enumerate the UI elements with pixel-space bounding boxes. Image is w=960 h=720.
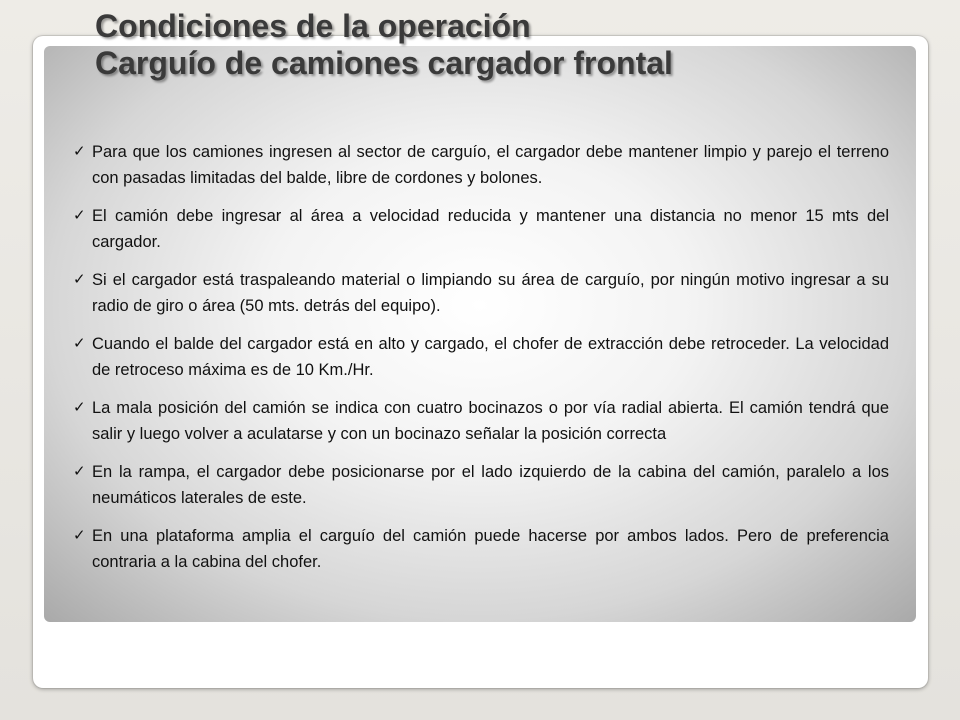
check-icon: ✓: [73, 527, 86, 544]
check-icon: ✓: [73, 207, 86, 224]
bullet-item: [73, 267, 889, 319]
bullet-text: En la rampa, el cargador debe posicionarse por el lado izquierdo de la cabina del camión, paralelo a los neumáticos laterales de este.: [92, 463, 889, 507]
bullet-list: [73, 139, 889, 587]
bullet-item: [73, 523, 889, 575]
bullet-text: Cuando el balde del cargador está en alto y cargado, el chofer de extracción debe retroceder. La velocidad de retroceso máxima es de 10 Km./Hr.: [92, 335, 889, 379]
bullet-item: [73, 331, 889, 383]
bullet-text: Para que los camiones ingresen al sector de carguío, el cargador debe mantener limpio y parejo el terreno con pasadas limitadas del balde, libre de cordones y bolones.: [92, 143, 889, 187]
check-icon: ✓: [73, 143, 86, 160]
check-icon: ✓: [73, 399, 86, 416]
bullet-text: La mala posición del camión se indica con cuatro bocinazos o por vía radial abierta. El camión tendrá que salir y luego volver a aculatarse y con un bocinazo señalar la posición correcta: [92, 399, 889, 443]
bullet-item: [73, 139, 889, 191]
bullet-item: [73, 395, 889, 447]
bullet-text: En una plataforma amplia el carguío del camión puede hacerse por ambos lados. Pero de preferencia contraria a la cabina del chofer.: [92, 527, 889, 571]
check-icon: ✓: [73, 463, 86, 480]
bullet-item: [73, 459, 889, 511]
bullet-text: El camión debe ingresar al área a velocidad reducida y mantener una distancia no menor 15 mts del cargador.: [92, 207, 889, 251]
title-line-1: Condiciones de la operación: [95, 8, 531, 44]
bullet-text: Si el cargador está traspaleando material o limpiando su área de carguío, por ningún motivo ingresar a su radio de giro o área (50 mts. detrás del equipo).: [92, 271, 889, 315]
check-icon: ✓: [73, 335, 86, 352]
slide-title: [95, 8, 673, 82]
title-line-2: Carguío de camiones cargador frontal: [95, 45, 673, 81]
check-icon: ✓: [73, 271, 86, 288]
bullet-item: [73, 203, 889, 255]
